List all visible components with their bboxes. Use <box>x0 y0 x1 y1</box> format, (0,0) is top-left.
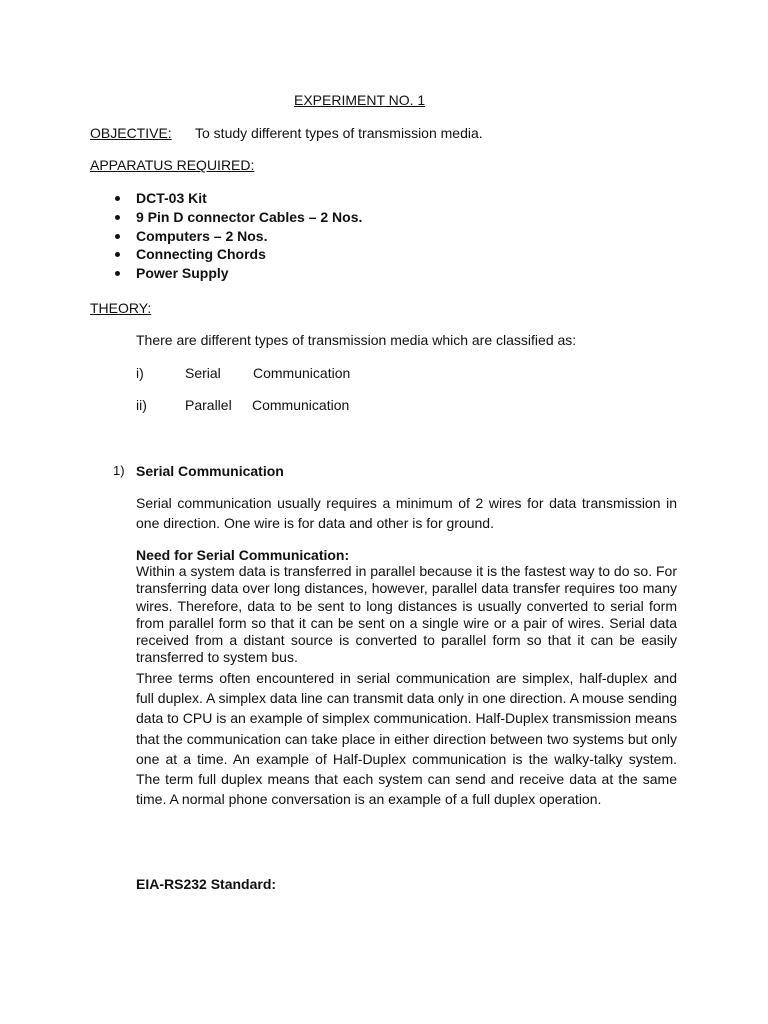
type-word: Serial <box>185 365 221 381</box>
theory-intro: There are different types of transmission media which are classified as: <box>136 332 577 348</box>
objective-text: To study different types of transmission media. <box>195 125 483 141</box>
experiment-title: EXPERIMENT NO. 1 <box>294 92 426 108</box>
apparatus-item: Connecting Chords <box>136 246 266 263</box>
need-paragraph: Within a system data is transferred in parallel because it is the fastest way to do so. For transferring data over long distances, however, parallel data transfer requires too many wires. Therefore, data to be sent to long distances is usually converted to serial form from parallel form so that it can be sent on a single wire or a pair of wires. Serial data received from a distant source is converted to parallel form so that it can be easily transferred to system bus. <box>136 563 677 666</box>
type-number: ii) <box>136 397 147 413</box>
bullet-icon <box>115 196 120 201</box>
apparatus-item: DCT-03 Kit <box>136 190 207 206</box>
list-item <box>113 189 362 208</box>
apparatus-list <box>113 189 362 283</box>
bullet-icon <box>115 252 120 257</box>
need-heading: Need for Serial Communication: <box>136 547 350 563</box>
bullet-icon <box>115 271 120 276</box>
apparatus-item: 9 Pin D connector Cables – 2 Nos. <box>136 208 363 225</box>
type-word: Parallel <box>185 397 232 413</box>
list-item <box>113 264 362 283</box>
serial-paragraph: Serial communication usually requires a minimum of 2 wires for data transmission in one direction. One wire is for data and other is for ground. <box>136 495 677 531</box>
apparatus-item: Computers – 2 Nos. <box>136 227 268 244</box>
terms-paragraph: Three terms often encountered in serial communication are simplex, half-duplex and full duplex. A simplex data line can transmit data only in one direction. A mouse sending data to CPU is an example of simplex communication. Half-Duplex transmission means that the communication can take place in either direction between two systems but only one at a time. An example of Half-Duplex communication is the walky-talky system. The term full duplex means that each system can send and receive data at the same time. A normal phone conversation is an example of a full duplex operation. <box>136 670 677 808</box>
bullet-icon <box>115 215 120 220</box>
type-communication: Communication <box>253 365 351 381</box>
apparatus-heading: APPARATUS REQUIRED: <box>90 157 255 173</box>
list-item <box>113 227 362 246</box>
list-item <box>113 208 362 227</box>
list-item <box>113 245 362 264</box>
theory-heading: THEORY: <box>90 300 152 316</box>
type-number: i) <box>136 365 144 381</box>
section-number: 1) <box>113 463 125 478</box>
bullet-icon <box>115 234 120 239</box>
type-communication: Communication <box>252 397 350 413</box>
objective-label: OBJECTIVE: <box>90 125 172 141</box>
eia-heading: EIA-RS232 Standard: <box>136 876 277 892</box>
section-heading: Serial Communication <box>136 463 284 479</box>
apparatus-item: Power Supply <box>136 265 229 282</box>
